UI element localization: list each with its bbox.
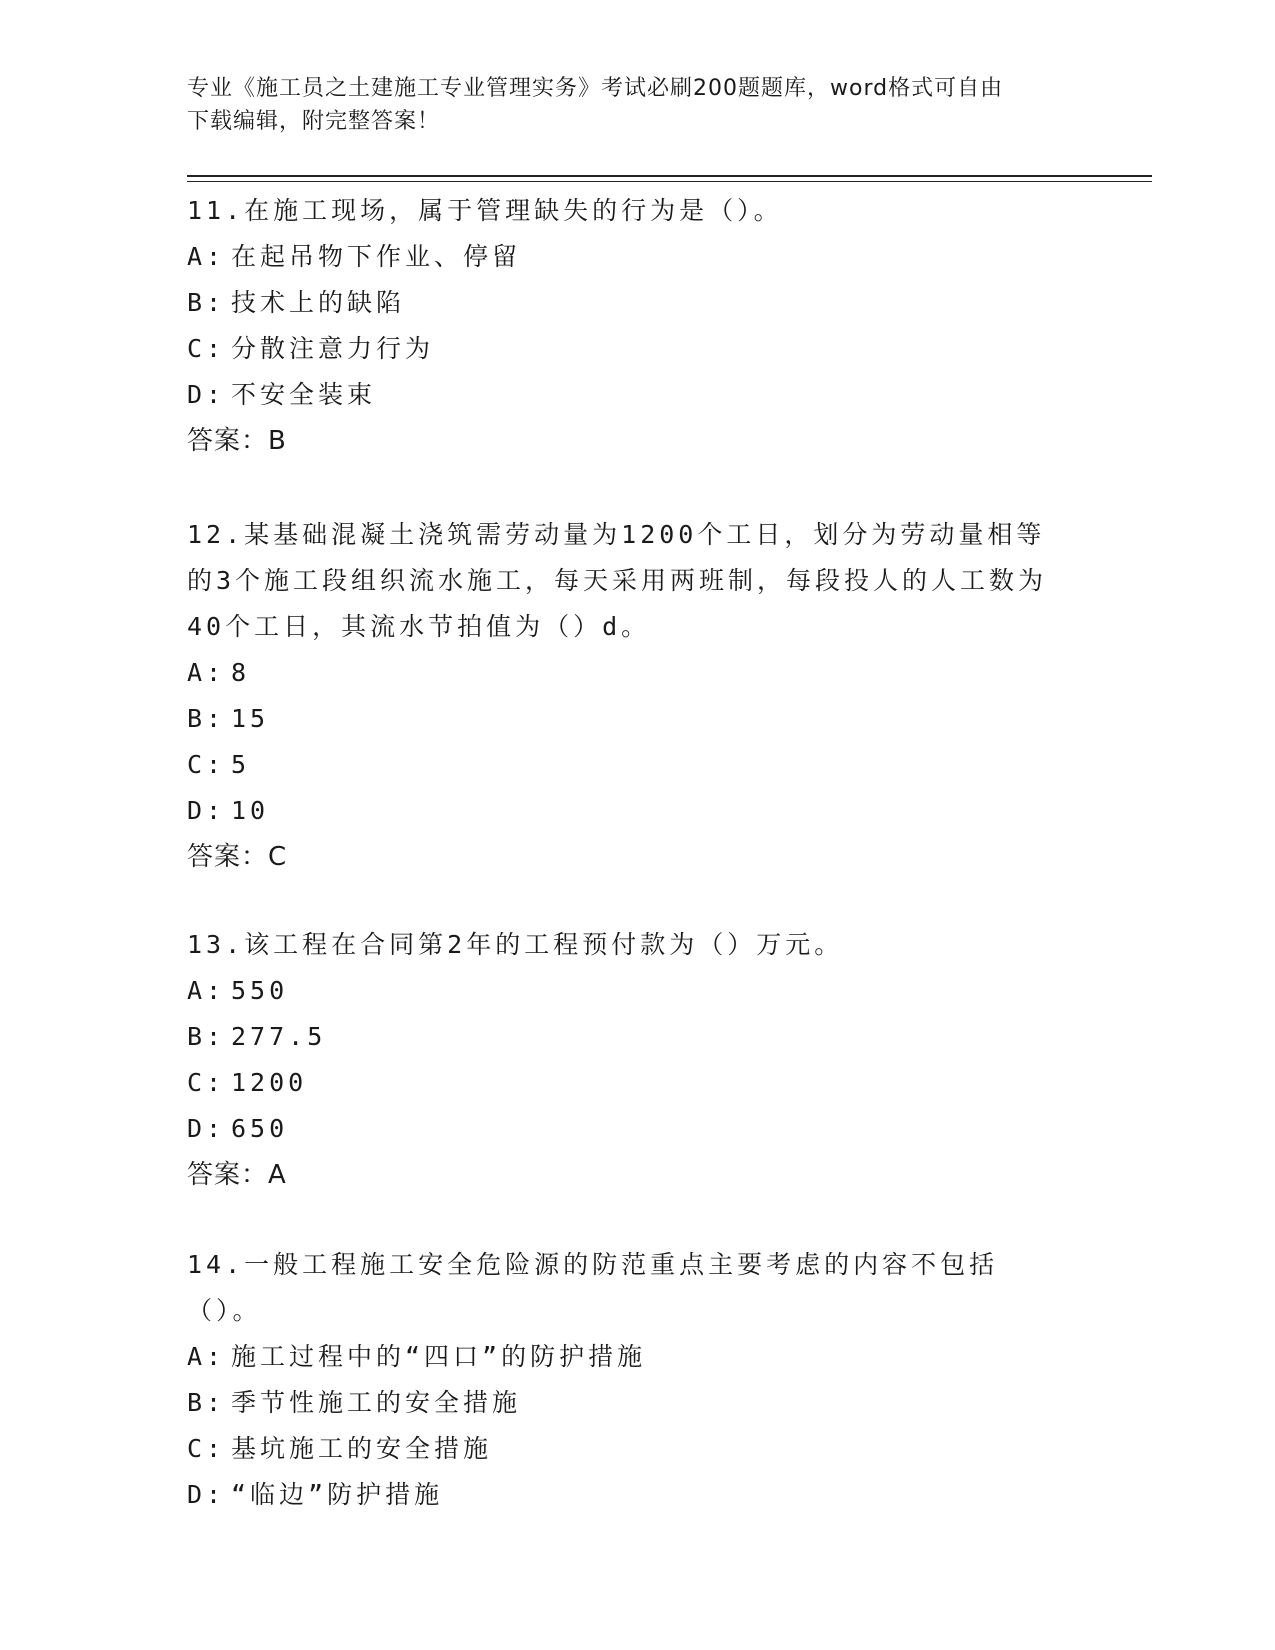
option-text: 277.5 [231,1022,327,1051]
option-label: D: [187,1480,226,1509]
question-title: 11.在施工现场，属于管理缺失的行为是（）。 [187,196,783,225]
answer-line: 答案：C [187,842,288,872]
option-label: B: [187,288,226,317]
option-a [187,1334,1067,1380]
document-header [187,72,1067,138]
question-13 [187,922,1067,1198]
option-text: 技术上的缺陷 [231,288,406,317]
option-c [187,742,1067,788]
option-text: 基坑施工的安全措施 [231,1434,493,1463]
option-text: 5 [231,750,251,779]
option-label: C: [187,1434,226,1463]
question-title: 12.某基础混凝土浇筑需劳动量为1200个工日，划分为劳动量相等的3个施工段组织流水施工，每天采用两班制，每段投人的人工数为40个工日，其流水节拍值为（）d。 [187,520,1048,641]
option-label: D: [187,1114,226,1143]
option-text: 在起吊物下作业、停留 [231,242,522,271]
option-text: 8 [231,658,251,687]
header-divider-thin [187,181,1152,182]
option-a [187,650,1067,696]
option-c [187,1060,1067,1106]
option-text: 施工过程中的“四口”的防护措施 [231,1342,647,1371]
option-text: 1200 [231,1068,308,1097]
option-c [187,1426,1067,1472]
option-label: B: [187,1388,226,1417]
option-label: D: [187,796,226,825]
option-label: C: [187,1068,226,1097]
header-divider-thick [187,175,1152,177]
question-title: 13.该工程在合同第2年的工程预付款为（）万元。 [187,930,844,959]
option-b [187,1380,1067,1426]
header-line-2: 下载编辑，附完整答案！ [187,109,441,134]
question-12 [187,512,1067,880]
question-title: 14.一般工程施工安全危险源的防范重点主要考虑的内容不包括（）。 [187,1250,999,1325]
option-label: A: [187,1342,226,1371]
question-11 [187,188,1067,464]
option-d [187,1106,1067,1152]
question-14 [187,1242,1067,1518]
option-text: 季节性施工的安全措施 [231,1388,522,1417]
option-c [187,326,1067,372]
option-d [187,788,1067,834]
option-text: 分散注意力行为 [231,334,435,363]
option-a [187,968,1067,1014]
option-label: A: [187,242,226,271]
option-d [187,1472,1067,1518]
option-text: 10 [231,796,270,825]
option-label: A: [187,658,226,687]
option-label: B: [187,1022,226,1051]
option-b [187,696,1067,742]
option-label: C: [187,750,226,779]
option-text: 不安全装束 [231,380,377,409]
option-b [187,280,1067,326]
option-label: A: [187,976,226,1005]
header-line-1: 专业《施工员之土建施工专业管理实务》考试必刷200题题库，word格式可自由 [187,76,1004,101]
option-text: 550 [231,976,289,1005]
option-text: 15 [231,704,270,733]
option-d [187,372,1067,418]
option-text: 650 [231,1114,289,1143]
option-label: B: [187,704,226,733]
option-a [187,234,1067,280]
option-label: C: [187,334,226,363]
answer-line: 答案：A [187,1160,287,1190]
answer-line: 答案：B [187,426,287,456]
option-text: “临边”防护措施 [231,1480,444,1509]
option-b [187,1014,1067,1060]
option-label: D: [187,380,226,409]
